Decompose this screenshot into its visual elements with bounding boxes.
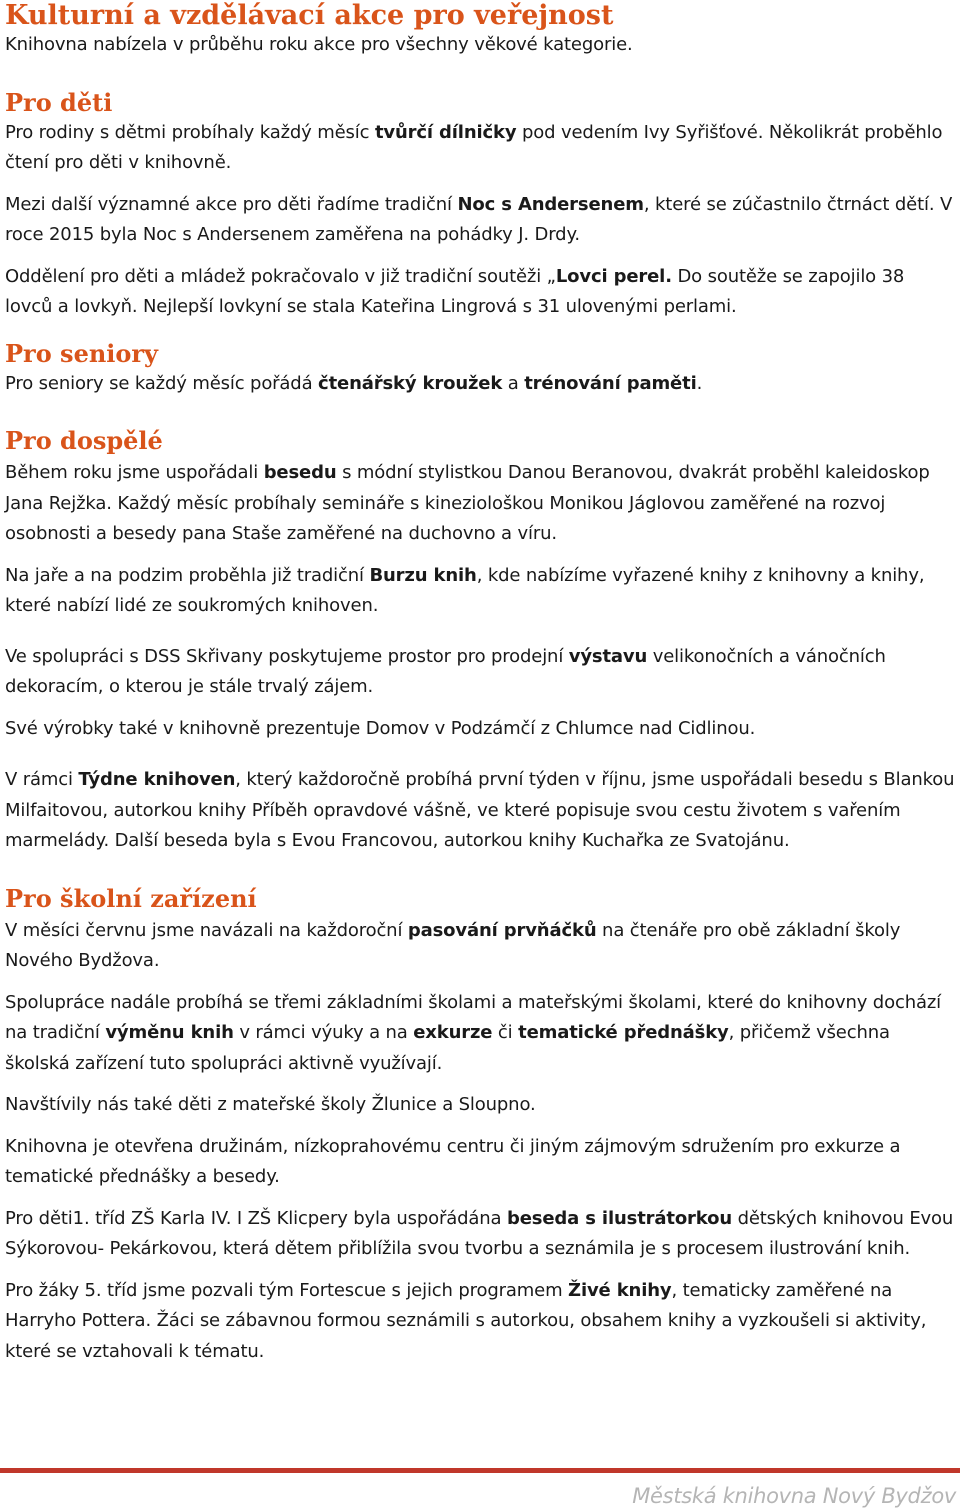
seniors-paragraph-1: Pro seniory se každý měsíc pořádá čtenářský kroužek a trénování paměti. [5,372,703,394]
schools-paragraph-5: Pro děti1. tříd ZŠ Karla IV. I ZŠ Klicpery byla uspořádána beseda s ilustrátorkou dětských knihovou Evou Sýkorovou- Pekárkovou, která dětem přiblížila svou tvorbu a seznámila je s procesem ilustrování knih. [5,1207,954,1259]
children-paragraph-1: Pro rodiny s dětmi probíhaly každý měsíc tvůrčí dílničky pod vedením Ivy Syřišťové. Několikrát proběhlo čtení pro děti v knihovně. [5,121,943,173]
adults-paragraph-3: Ve spolupráci s DSS Skřivany poskytujeme prostor pro prodejní výstavu velikonočních a vánočních dekoracím, o kterou je stále trvalý zájem. [5,645,886,697]
schools-paragraph-1: V měsíci červnu jsme navázali na každoroční pasování prvňáčků na čtenáře pro obě základní školy Nového Bydžova. [5,919,901,971]
section-heading-seniors: Pro seniory [5,338,158,368]
children-paragraph-3: Oddělení pro děti a mládež pokračovalo v již tradiční soutěži „Lovci perel. Do soutěže se zapojilo 38 lovců a lovkyň. Nejlepší lovkyní se stala Kateřina Lingrová s 31 ulovenými perlami. [5,265,905,317]
children-paragraph-2: Mezi další významné akce pro děti řadíme tradiční Noc s Andersenem, které se zúčastnilo čtrnáct dětí. V roce 2015 byla Noc s Andersenem zaměřena na pohádky J. Drdy. [5,193,953,245]
section-heading-schools: Pro školní zařízení [5,883,257,913]
adults-paragraph-5: V rámci Týdne knihoven, který každoročně probíhá první týden v říjnu, jsme uspořádali besedu s Blankou Milfaitovou, autorkou knihy Příběh opravdové vášně, ve které popisuje svou cestu životem s vařením marmelády. Další beseda byla s Evou Francovou, autorkou knihy Kuchařka ze Svatojánu. [5,769,955,851]
document [5,0,955,1367]
schools-paragraph-2: Spolupráce nadále probíhá se třemi základními školami a mateřskými školami, které do knihovny dochází na tradiční výměnu knih v rámci výuky a na exkurze či tematické přednášky, přičemž všechna školská zařízení tuto spolupráci aktivně využívají. [5,991,941,1074]
schools-paragraph-3: Navštívily nás také děti z mateřské školy Žlunice a Sloupno. [5,1094,536,1115]
intro-paragraph: Knihovna nabízela v průběhu roku akce pro všechny věkové kategorie. [5,34,633,55]
footer-divider [0,1468,960,1473]
adults-paragraph-2: Na jaře a na podzim proběhla již tradiční Burzu knih, kde nabízíme vyřazené knihy z knihovny a knihy, které nabízí lidé ze soukromých knihoven. [5,564,925,616]
section-heading-children: Pro děti [5,87,113,117]
footer-library-name: Městská knihovna Nový Bydžov [632,1484,956,1508]
schools-paragraph-6: Pro žáky 5. tříd jsme pozvali tým Fortescue s jejich programem Živé knihy, tematicky zaměřené na Harryho Pottera. Žáci se zábavnou formou seznámili s autorkou, obsahem knihy a vyzkoušeli si aktivity, které se vztahovali k tématu. [5,1279,927,1362]
schools-paragraph-4: Knihovna je otevřena družinám, nízkoprahovému centru či jiným zájmovým sdružením pro exkurze a tematické přednášky a besedy. [5,1135,901,1187]
adults-paragraph-1: Během roku jsme uspořádali besedu s módní stylistkou Danou Beranovou, dvakrát proběhl kaleidoskop Jana Rejžka. Každý měsíc probíhaly semináře s kineziološkou Monikou Jáglovou zaměřené na rozvoj osobnosti a besedy pana Staše zaměřené na duchovno a víru. [5,462,930,544]
page-title: Kulturní a vzdělávací akce pro veřejnost [5,0,614,31]
section-heading-adults: Pro dospělé [5,426,163,455]
adults-paragraph-4: Své výrobky také v knihovně prezentuje Domov v Podzámčí z Chlumce nad Cidlinou. [5,717,756,739]
